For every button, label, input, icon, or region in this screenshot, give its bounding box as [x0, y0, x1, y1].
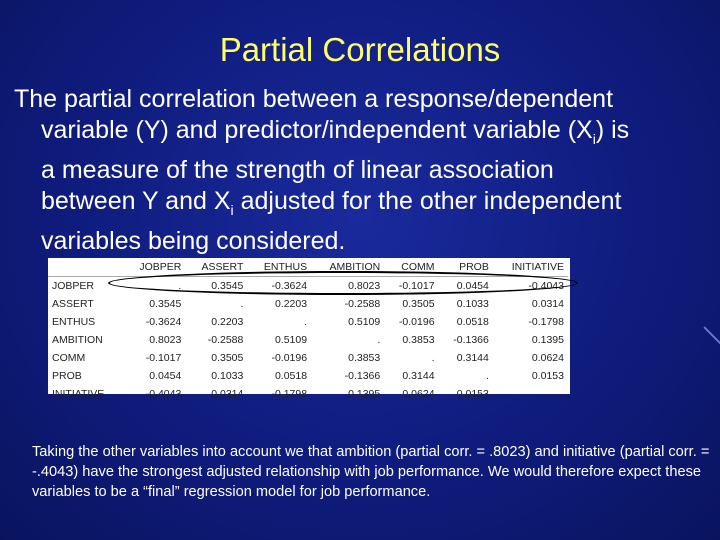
- table-row: [48, 385, 568, 403]
- table-cell: 0.3853: [402, 334, 435, 346]
- table-cell: -0.4043: [145, 388, 182, 400]
- table-cell: 0.1395: [531, 334, 564, 346]
- column-header: [48, 258, 123, 277]
- table-cell: 0.3505: [211, 352, 244, 364]
- row-label: ASSERT: [52, 298, 94, 310]
- row-label: ENTHUS: [52, 316, 96, 328]
- column-header: ENTHUS: [247, 258, 311, 277]
- table-cell: 0.0454: [149, 370, 182, 382]
- table-cell: .: [377, 334, 381, 346]
- intro-line-5: variables being considered.: [41, 227, 346, 255]
- table-cell: -0.3624: [271, 280, 308, 292]
- table-cell: 0.3144: [456, 352, 489, 364]
- jobper-row-highlight-oval: [108, 271, 578, 295]
- row-label: AMBITION: [52, 334, 103, 346]
- table-cell: 0.5109: [274, 334, 308, 346]
- intro-line-3: a measure of the strength of linear association: [41, 156, 554, 184]
- intro-line-4: between Y and $X_i$ adjusted for the other independent: [41, 187, 622, 218]
- table-cell: -0.1366: [453, 334, 489, 346]
- intro-paragraph: [14, 84, 714, 257]
- table-cell: 0.3853: [348, 352, 381, 364]
- table-cell: 0.0454: [456, 280, 489, 292]
- table-body: [48, 277, 568, 404]
- intro-line-2: variable (Y) and predictor/independent variable $(X_i)$ is: [41, 116, 630, 147]
- intro-line-1: The partial correlation between a response/dependent: [14, 85, 614, 113]
- table-row: [48, 313, 568, 331]
- table-row: [48, 295, 568, 313]
- column-header: INITIATIVE: [493, 258, 568, 277]
- table-cell: -0.1798: [271, 388, 308, 400]
- table-cell: .: [240, 298, 244, 310]
- table-cell: 0.0314: [531, 298, 564, 310]
- row-label: JOBPER: [52, 280, 95, 292]
- table-row: [48, 367, 568, 385]
- table-cell: 0.0314: [211, 388, 244, 400]
- table-cell: -0.1017: [398, 280, 435, 292]
- decorative-line: [703, 326, 720, 347]
- row-label: COMM: [52, 352, 86, 364]
- slide-title: Partial Correlations: [219, 31, 501, 68]
- table-cell: 0.0624: [531, 352, 564, 364]
- table-cell: 0.0518: [456, 316, 489, 328]
- row-label: PROB: [52, 370, 82, 382]
- table-cell: -0.0196: [271, 352, 308, 364]
- table-cell: .: [561, 388, 564, 400]
- table-cell: 0.1033: [456, 298, 489, 310]
- table-cell: 0.5109: [348, 316, 381, 328]
- table-cell: -0.2588: [344, 298, 381, 310]
- table-cell: -0.1798: [528, 316, 564, 328]
- column-header: AMBITION: [311, 258, 384, 277]
- table-cell: 0.1033: [211, 370, 244, 382]
- table-cell: -0.4043: [528, 280, 564, 292]
- table-cell: 0.3545: [149, 298, 182, 310]
- table-cell: -0.1017: [145, 352, 182, 364]
- table-cell: -0.3624: [145, 316, 182, 328]
- row-label: INITIATIVE: [52, 388, 105, 400]
- column-header: JOBPER: [123, 258, 185, 277]
- table-cell: -0.0196: [398, 316, 435, 328]
- table-row: [48, 349, 568, 367]
- table-cell: 0.2203: [211, 316, 244, 328]
- table-cell: -0.2588: [207, 334, 244, 346]
- table-cell: 0.0153: [456, 388, 489, 400]
- table-cell: 0.3505: [402, 298, 435, 310]
- table-cell: 0.2203: [274, 298, 308, 310]
- conclusion-paragraph: Taking the other variables into account we that ambition (partial corr. = .8023) and initiative (partial corr. = -.4043) have the strongest adjusted relationship with job performance. We would therefore expect these variables to be a “final” regression model for job performance.: [32, 444, 710, 500]
- table-row: [48, 331, 568, 349]
- table-cell: -0.1366: [344, 370, 381, 382]
- column-header: COMM: [384, 258, 438, 277]
- table-cell: .: [304, 316, 308, 328]
- table-cell: .: [431, 352, 435, 364]
- table-cell: 0.8023: [348, 280, 381, 292]
- table-cell: 0.8023: [149, 334, 182, 346]
- table-cell: 0.1395: [348, 388, 381, 400]
- table-cell: 0.0153: [531, 370, 564, 382]
- table-cell: 0.3545: [211, 280, 244, 292]
- table-cell: 0.0624: [402, 388, 435, 400]
- column-header: ASSERT: [185, 258, 247, 277]
- table-cell: 0.0518: [274, 370, 308, 382]
- table-cell: 0.3144: [402, 370, 435, 382]
- table-cell: .: [178, 280, 182, 292]
- table-cell: .: [485, 370, 489, 382]
- column-header: PROB: [439, 258, 493, 277]
